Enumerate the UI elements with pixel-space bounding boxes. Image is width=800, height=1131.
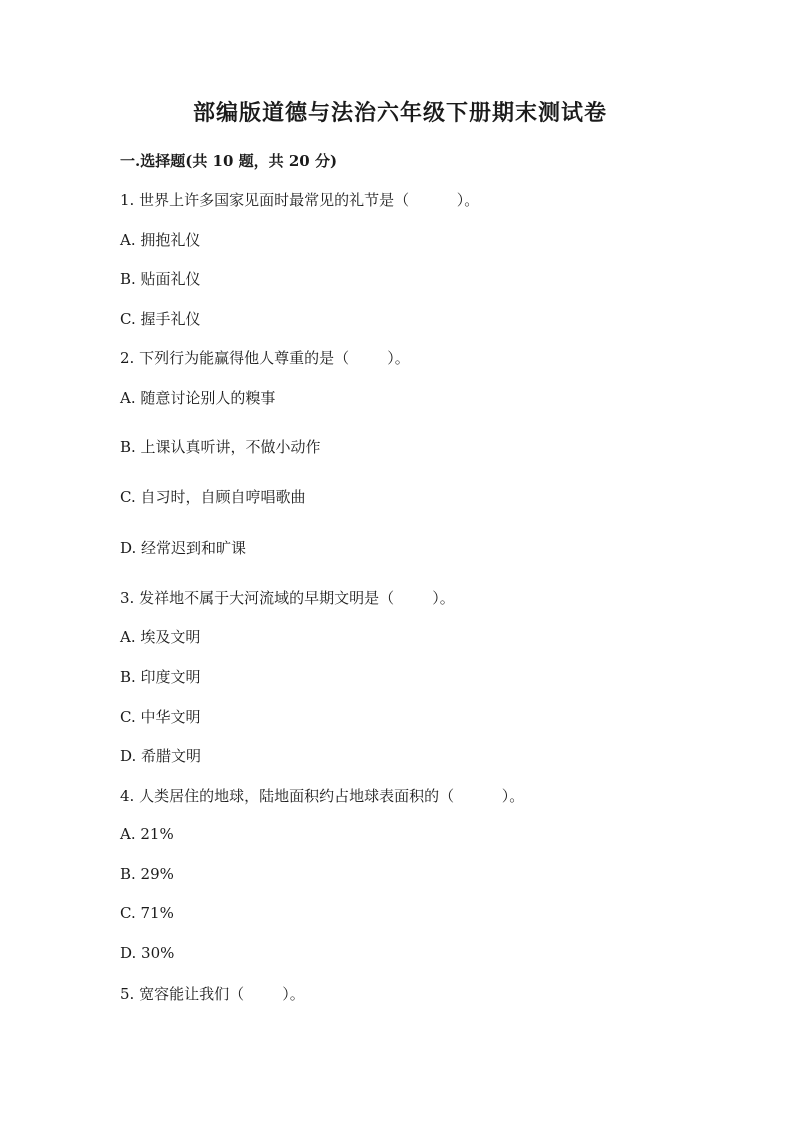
section-heading: 一.选择题(共 10 题，共 20 分) — [120, 152, 338, 170]
question-4-stem: 4. 人类居住的地球，陆地面积约占地球表面积的（ ）。 — [120, 787, 525, 805]
question-3-option-a: A. 埃及文明 — [120, 628, 201, 646]
question-1-option-c: C. 握手礼仪 — [120, 310, 201, 328]
question-2-stem: 2. 下列行为能赢得他人尊重的是（ ）。 — [120, 349, 410, 367]
question-3-option-d: D. 希腊文明 — [120, 747, 202, 765]
question-3-option-c: C. 中华文明 — [120, 708, 201, 726]
question-2-option-c: C. 自习时，自顾自哼唱歌曲 — [120, 488, 306, 506]
question-1-option-a: A. 拥抱礼仪 — [120, 231, 201, 249]
question-5-stem: 5. 宽容能让我们（ ）。 — [120, 985, 305, 1003]
question-3-option-b: B. 印度文明 — [120, 668, 201, 686]
question-2-option-a: A. 随意讨论别人的糗事 — [120, 389, 276, 407]
question-4-option-c: C. 71% — [120, 904, 174, 922]
question-4-option-d: D. 30% — [120, 944, 175, 962]
question-1-option-b: B. 贴面礼仪 — [120, 270, 201, 288]
question-2-option-b: B. 上课认真听讲，不做小动作 — [120, 438, 321, 456]
exam-title: 部编版道德与法治六年级下册期末测试卷 — [192, 100, 607, 126]
question-3-stem: 3. 发祥地不属于大河流域的早期文明是（ ）。 — [120, 589, 455, 607]
question-4-option-a: A. 21% — [120, 825, 174, 843]
question-4-option-b: B. 29% — [120, 865, 174, 883]
question-2-option-d: D. 经常迟到和旷课 — [120, 539, 247, 557]
question-1-stem: 1. 世界上许多国家见面时最常见的礼节是（ ）。 — [120, 191, 480, 209]
